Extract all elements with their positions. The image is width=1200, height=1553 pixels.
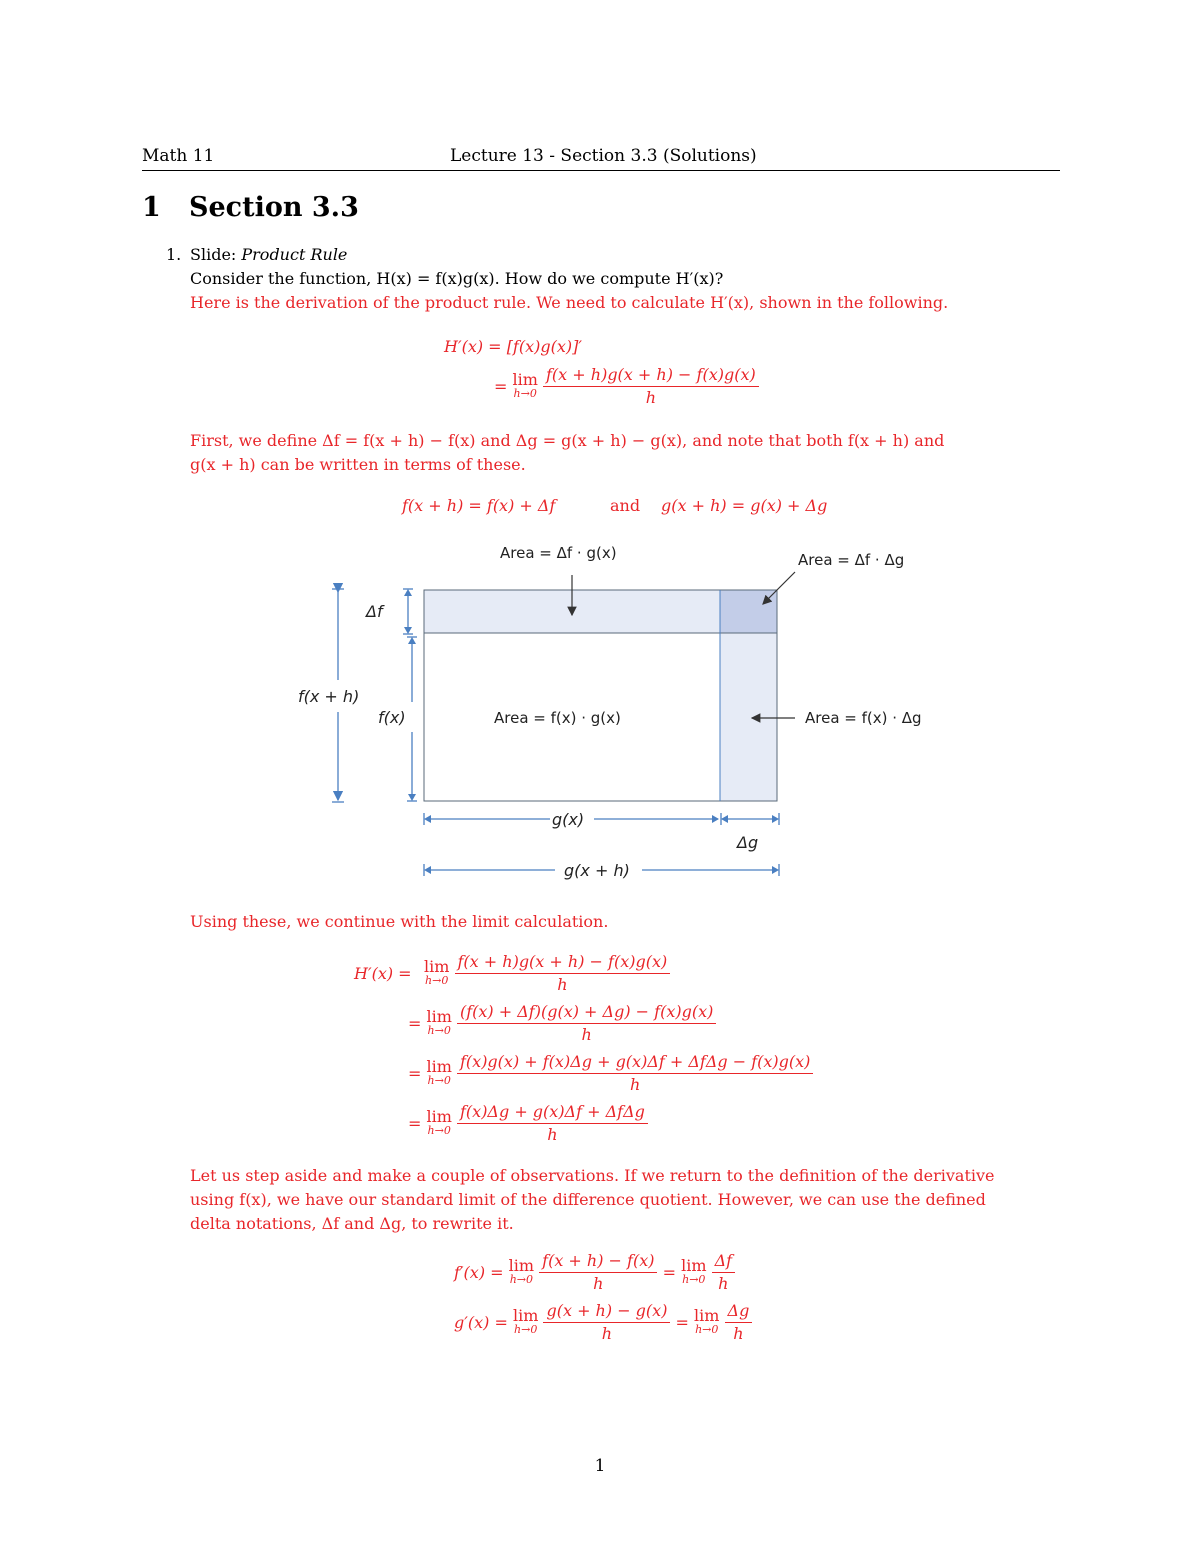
label-delta-g: Δg <box>737 833 759 852</box>
label-gxh: g(x + h) <box>564 861 630 880</box>
eq3-limit-1: lim h→0 <box>424 956 450 987</box>
eq1-fraction: $\frac{f(x + h)g(x + h) - f(x)g(x)}{h}$ <box>543 364 759 409</box>
label-fx: f(x) <box>378 708 406 727</box>
eq2-right: g(x + h) = g(x) + Δg <box>661 496 828 515</box>
label-gx: g(x) <box>552 810 585 829</box>
observe-line1: Let us step aside and make a couple of observations. If we return to the definition of the derivative <box>190 1166 995 1185</box>
eq3-lhs: H′(x) = <box>354 964 412 983</box>
eq3-limit-4: lim h→0 <box>426 1106 452 1137</box>
label-area-corner: Area = Δf · Δg <box>798 551 905 569</box>
eq4-fraction-2a: $\frac{g(x + h) - g(x)}{h}$ <box>543 1300 670 1345</box>
eq3-fraction-4: $\frac{\text{f(x)Δg + g(x)Δf + ΔfΔg}}{h}$ <box>457 1101 648 1146</box>
label-area-right: Area = f(x) · Δg <box>805 709 922 727</box>
eq4-fraction-2b: $\frac{\Delta g}{h}$ <box>725 1300 753 1345</box>
eq3-row-3: = lim h→0 $\frac{\text{f(x)g(x) + f(x)Δg + g(x)Δf + ΔfΔg − f(x)g(x)}}{h}$ <box>408 1051 813 1096</box>
define-line2: g(x + h) can be written in terms of these. <box>190 455 526 474</box>
question-text: Consider the function, H(x) = f(x)g(x). How do we compute H′(x)? <box>190 269 724 288</box>
define-line1: First, we define Δf = f(x + h) − f(x) and Δg = g(x + h) − g(x), and note that both f(x + h) and <box>190 431 945 450</box>
eq3-row-2: = lim h→0 $\frac{(f(x) + \Delta f)(g(x) + \Delta g) - f(x)g(x)}{h}$ <box>408 1001 716 1046</box>
eq1-equals: = <box>494 377 508 396</box>
continue-text: Using these, we continue with the limit calculation. <box>190 912 609 931</box>
label-area-top: Area = Δf · g(x) <box>500 544 617 562</box>
eq3-limit-3: lim h→0 <box>426 1056 452 1087</box>
eq3-fraction-3: $\frac{\text{f(x)g(x) + f(x)Δg + g(x)Δf + ΔfΔg − f(x)g(x)}}{h}$ <box>457 1051 813 1096</box>
eq3-row-4: = lim h→0 $\frac{\text{f(x)Δg + g(x)Δf + ΔfΔg}}{h}$ <box>408 1101 648 1146</box>
observe-line2: using f(x), we have our standard limit of the difference quotient. However, we can use the defined <box>190 1190 986 1209</box>
section-title: Section 3.3 <box>189 192 359 223</box>
eq3-limit-2: lim h→0 <box>426 1006 452 1037</box>
item-number: 1. <box>166 245 182 264</box>
slide-title: Product Rule <box>241 245 348 264</box>
page-number: 1 <box>594 1456 606 1476</box>
corner-square <box>720 590 777 633</box>
eq1-rhs: [f(x)g(x)]′ <box>506 337 582 356</box>
eq1-lhs: H′(x) = <box>444 337 502 356</box>
eq2-left: f(x + h) = f(x) + Δf <box>402 496 556 515</box>
label-area-main: Area = f(x) · g(x) <box>494 709 621 727</box>
eq4-row-2: g′(x) = lim h→0 $\frac{g(x + h) - g(x)}{h}$ = lim h→0 $\frac{\Delta g}{h}$ <box>454 1300 752 1345</box>
eq3-fraction-2: $\frac{(f(x) + \Delta f)(g(x) + \Delta g) - f(x)g(x)}{h}$ <box>457 1001 716 1046</box>
eq4-row-1: f′(x) = lim h→0 $\frac{f(x + h) - f(x)}{h}$ = lim h→0 $\frac{\Delta f}{h}$ <box>454 1250 735 1295</box>
header-course: Math 11 <box>142 146 215 166</box>
observe-line3: delta notations, Δf and Δg, to rewrite it. <box>190 1214 514 1233</box>
label-fxh: f(x + h) <box>298 687 360 706</box>
label-delta-f: Δf <box>366 602 383 621</box>
eq3-row-1 <box>424 951 670 996</box>
intro-text: Here is the derivation of the product rule. We need to calculate H′(x), shown in the following. <box>190 293 949 312</box>
section-number: 1 <box>142 192 161 223</box>
header-title: Lecture 13 - Section 3.3 (Solutions) <box>450 146 757 166</box>
eq4-fraction-1a: $\frac{f(x + h) - f(x)}{h}$ <box>539 1250 657 1295</box>
eq1-limit: lim h→0 <box>512 369 538 400</box>
eq3-fraction-1: $\frac{f(x + h)g(x + h) - f(x)g(x)}{h}$ <box>455 951 671 996</box>
eq2-and: and <box>610 496 641 515</box>
eq4-fraction-1b: $\frac{\Delta f}{h}$ <box>712 1250 735 1295</box>
right-strip <box>720 633 777 801</box>
slide-label: Slide: <box>190 245 237 264</box>
